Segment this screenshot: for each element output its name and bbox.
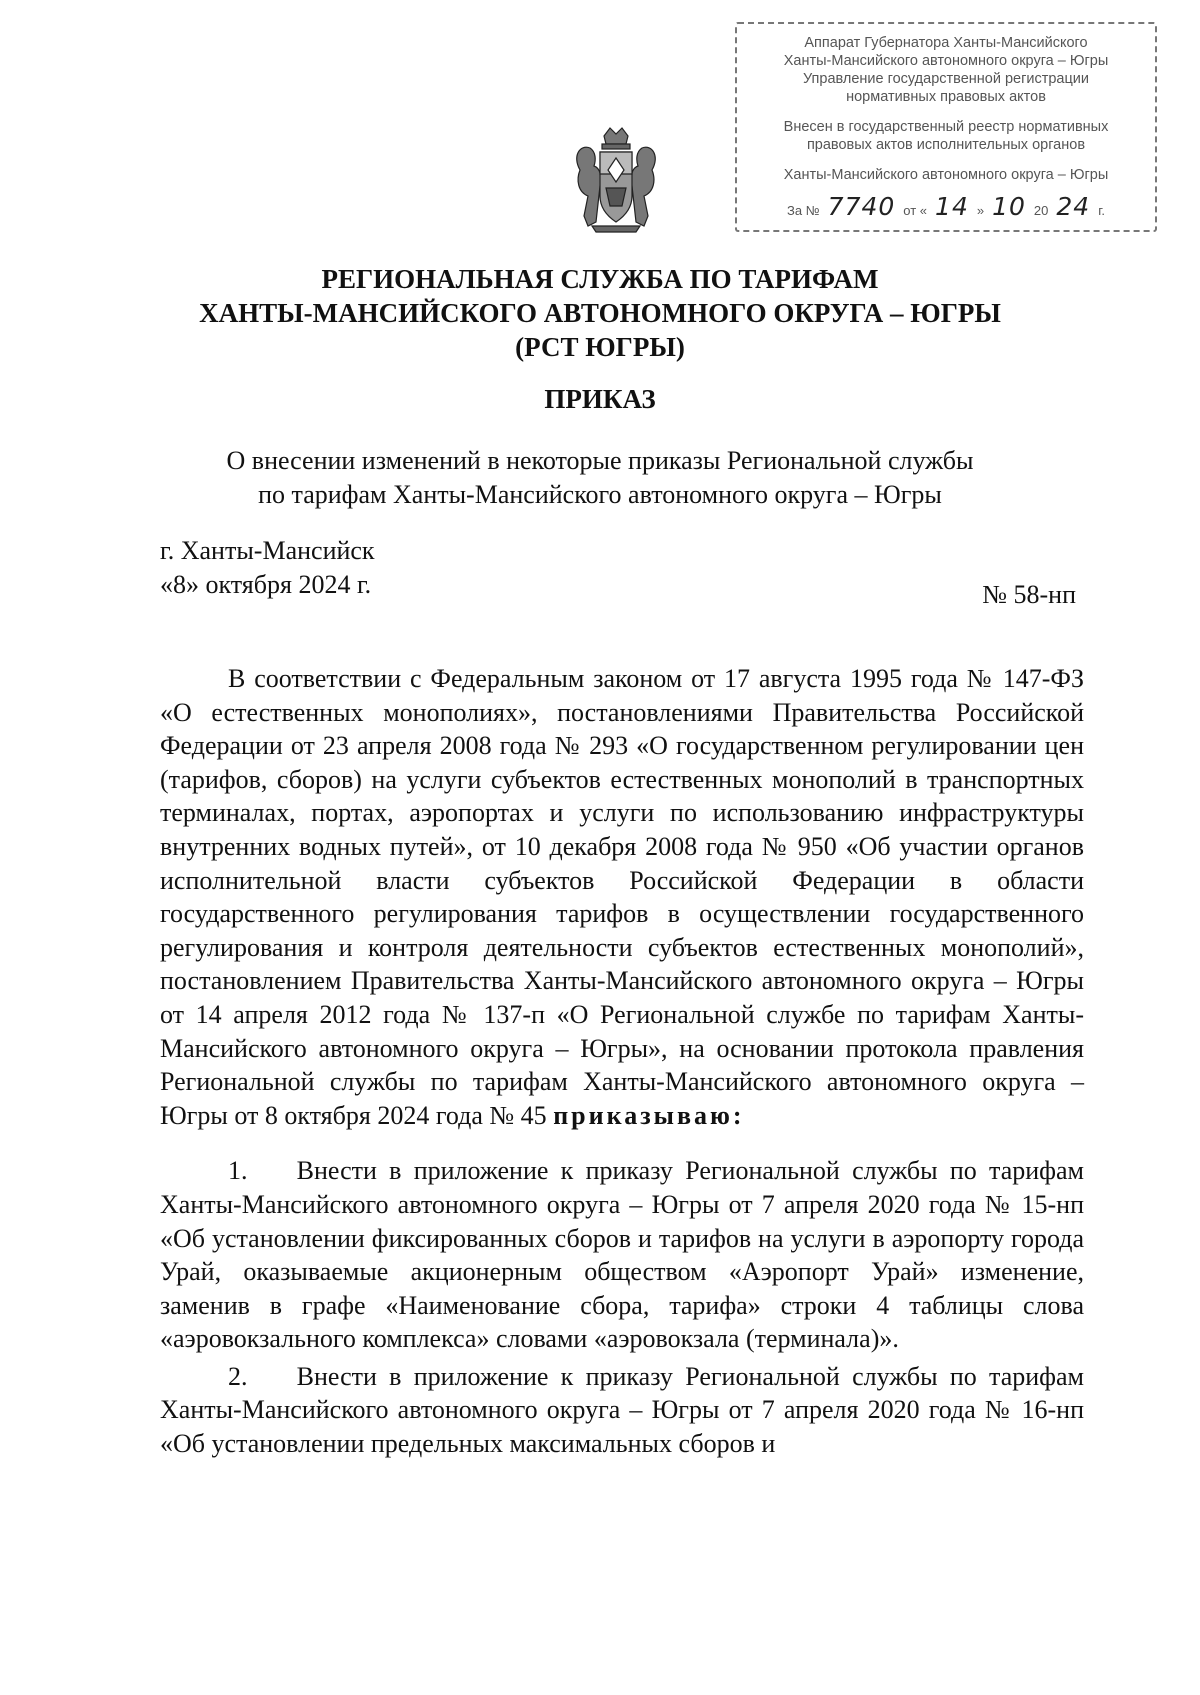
preamble-paragraph xyxy=(160,662,1084,1132)
order-word: приказываю: xyxy=(553,1100,745,1130)
stamp-reg-suffix: г. xyxy=(1098,203,1105,218)
stamp-line: Ханты-Мансийского автономного округа – Югры xyxy=(783,167,1109,183)
authority-line-2: ХАНТЫ-МАНСИЙСКОГО АВТОНОМНОГО ОКРУГА – ЮГРЫ xyxy=(199,298,1001,328)
point-number: 1. xyxy=(228,1156,248,1186)
subject-line-2: по тарифам Ханты-Мансийского автономного округа – Югры xyxy=(258,480,942,509)
point-text: Внести в приложение к приказу Региональной службы по тарифам Ханты-Мансийского автономного округа – Югры от 7 апреля 2020 года № 15-нп «Об установлении фиксированных сборов и тарифов на услуги в аэропорту города Урай, оказываемые акционерным обществом «Аэропорт Урай» изменение, заменив в графе «Наименование сбора, тарифа» строки 4 таблицы слова «аэровокзального комплекса» словами «аэровокзала (терминала)». xyxy=(160,1156,1085,1354)
issuing-authority xyxy=(80,262,1120,364)
authority-line-1: РЕГИОНАЛЬНАЯ СЛУЖБА ПО ТАРИФАМ xyxy=(321,264,879,294)
point-number: 2. xyxy=(228,1361,248,1391)
stamp-reg-prefix: За № xyxy=(787,203,820,218)
stamp-registration-line xyxy=(737,192,1155,221)
point-paragraph-2 xyxy=(160,1360,1084,1461)
stamp-line: Ханты-Мансийского автономного округа – Югры xyxy=(783,53,1109,69)
preamble-text: В соответствии с Федеральным законом от 17 августа 1995 года № 147-ФЗ «О естественных монополиях», постановлениями Правительства Российской Федерации от 23 апреля 2008 года № 293 «О государственном регулировании цен (тарифов, сборов) на услуги субъектов естественных монополий в транспортных терминалах, портах, аэропортах и услуги по использованию инфраструктуры внутренних водных путей», от 10 декабря 2008 года № 950 «Об участии органов исполнительной власти субъектов Российской Федерации в области государственного регулирования тарифов в осуществлении государственного регулирования и контроля деятельности субъектов естественных монополий», постановлением Правительства Ханты-Мансийского автономного округа – Югры от 14 апреля 2012 года № 137-п «О Региональной службе по тарифам Ханты-Мансийского автономного округа – Югры», на основании протокола правления Региональной службы по тарифам Ханты-Мансийского автономного округа – Югры от 8 октября 2024 года № 45 xyxy=(160,664,1084,1130)
issue-date: «8» октября 2024 г. xyxy=(160,570,372,599)
stamp-reg-number: 7740 xyxy=(827,192,896,221)
place-of-issue: г. Ханты-Мансийск xyxy=(160,536,375,565)
point-paragraph-1 xyxy=(160,1154,1084,1356)
stamp-reg-sep: » xyxy=(976,203,985,218)
stamp-line: Управление государственной регистрации xyxy=(802,71,1090,87)
coat-of-arms-icon xyxy=(566,126,666,236)
stamp-line: Внесен в государственный реестр нормативных xyxy=(783,119,1109,135)
stamp-reg-year: 24 xyxy=(1056,192,1091,221)
document-subject xyxy=(80,444,1120,512)
stamp-line: нормативных правовых актов xyxy=(846,89,1046,105)
stamp-reg-year-prefix: 20 xyxy=(1033,203,1049,218)
registration-stamp xyxy=(735,22,1157,232)
authority-line-3: (РСТ ЮГРЫ) xyxy=(515,332,685,362)
stamp-line: правовых актов исполнительных органов xyxy=(806,137,1086,153)
document-type: ПРИКАЗ xyxy=(544,384,656,414)
document-number: № 58-нп xyxy=(982,580,1076,609)
subject-line-1: О внесении изменений в некоторые приказы Региональной службы xyxy=(226,446,974,475)
stamp-reg-month: 10 xyxy=(992,192,1026,221)
point-text: Внести в приложение к приказу Региональной службы по тарифам Ханты-Мансийского автономного округа – Югры от 7 апреля 2020 года № 16-нп «Об установлении предельных максимальных сборов и xyxy=(160,1361,1085,1459)
stamp-reg-day: 14 xyxy=(935,192,969,221)
stamp-line: Аппарат Губернатора Ханты-Мансийского xyxy=(804,35,1088,51)
stamp-reg-from: от « xyxy=(903,203,928,218)
document-body xyxy=(160,662,1084,1461)
